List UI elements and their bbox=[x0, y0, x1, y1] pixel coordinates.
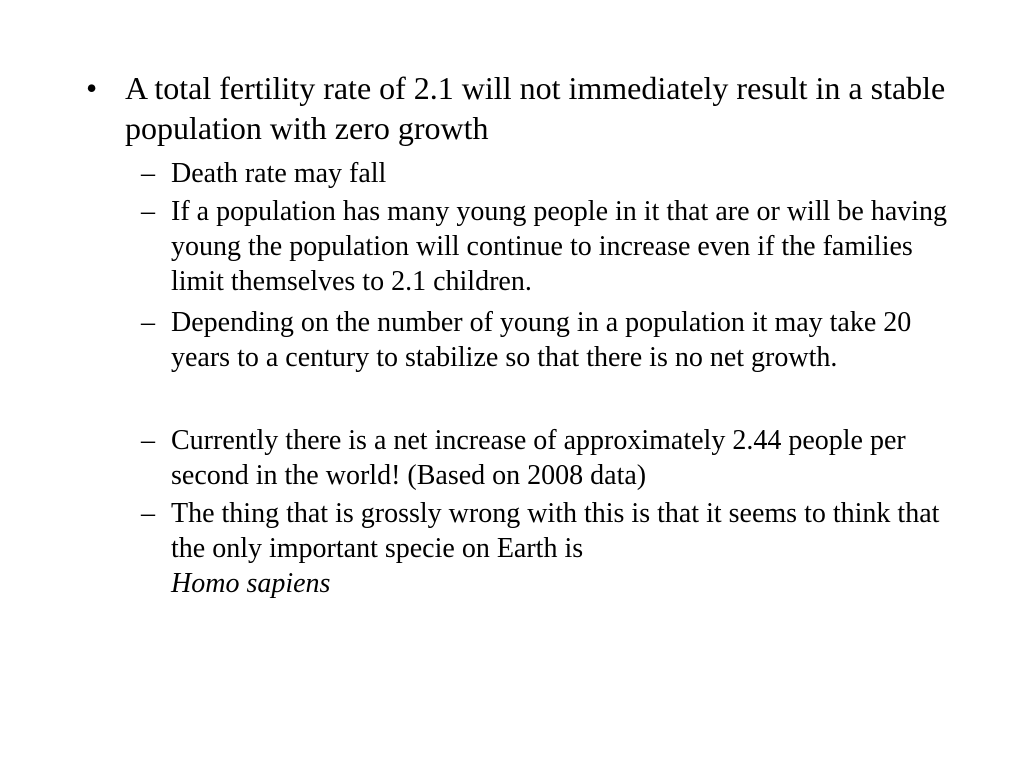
bullet-marker: • bbox=[86, 70, 98, 106]
sub-bullet-young-people bbox=[86, 194, 966, 299]
dash-marker: – bbox=[141, 158, 155, 189]
dash-marker: – bbox=[141, 498, 155, 529]
sub-bullet-homo-sapiens bbox=[86, 496, 966, 601]
sub-bullet-list bbox=[86, 156, 966, 601]
sub-bullet-stabilize bbox=[86, 305, 966, 375]
sub-bullet-death-rate bbox=[86, 156, 966, 191]
dash-marker: – bbox=[141, 307, 155, 338]
sub-bullet-text: If a population has many young people in it that are or will be having young the population will continue to increase even if the families limit themselves to 2.1 children. bbox=[171, 196, 948, 297]
sub-bullet-text: Depending on the number of young in a population it may take 20 years to a century to stabilize so that there is no net growth. bbox=[171, 307, 912, 373]
slide-content bbox=[86, 68, 966, 601]
sub-bullet-text: Currently there is a net increase of approximately 2.44 people per second in the world! (Based on 2008 data) bbox=[171, 425, 906, 491]
sub-bullet-text: The thing that is grossly wrong with this is that it seems to think that the only important specie on Earth is bbox=[171, 498, 940, 564]
dash-marker: – bbox=[141, 425, 155, 456]
main-bullet-text: A total fertility rate of 2.1 will not immediately result in a stable population with zero growth bbox=[125, 70, 946, 146]
sub-bullet-text: Death rate may fall bbox=[171, 158, 387, 189]
main-bullet bbox=[86, 68, 966, 148]
dash-marker: – bbox=[141, 196, 155, 227]
species-name: Homo sapiens bbox=[171, 568, 331, 599]
sub-bullet-net-increase bbox=[86, 423, 966, 493]
